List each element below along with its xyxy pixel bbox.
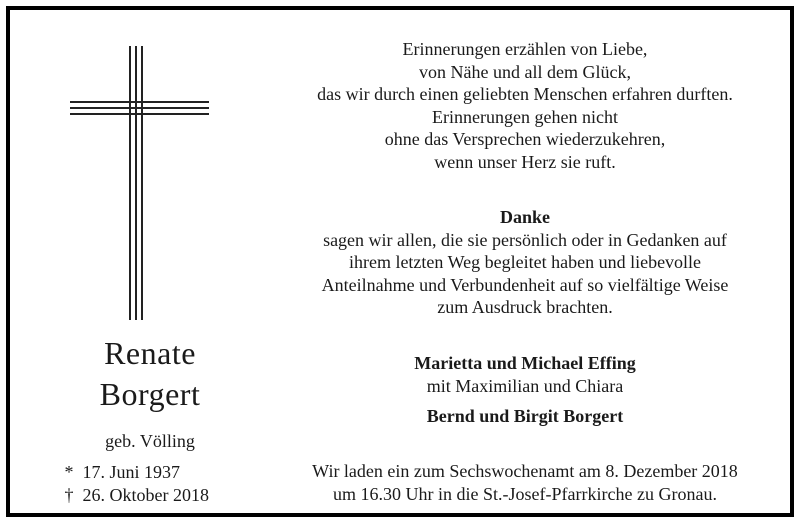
poem: [260, 38, 790, 173]
invitation-line: Wir laden ein zum Sechswochenamt am 8. Dezember 2018: [312, 461, 738, 481]
maiden-name: geb. Völling: [105, 431, 195, 451]
poem-line: wenn unser Herz sie ruft.: [434, 151, 616, 172]
family-signatures: [260, 352, 790, 428]
obituary-card: [6, 6, 794, 517]
birth-date: 17. Juni 1937: [82, 462, 181, 482]
poem-line: das wir durch einen geliebten Menschen erfahren durften.: [317, 84, 733, 104]
birth-symbol: *: [64, 462, 74, 482]
death-symbol: †: [64, 485, 74, 505]
birth-date-line: [60, 461, 180, 483]
deceased-first-name: Renate: [104, 335, 196, 371]
deceased-last-name: Borgert: [99, 376, 201, 412]
thanks-line: ihrem letzten Weg begleitet haben und liebevolle: [348, 252, 702, 272]
poem-line: ohne das Versprechen wiederzukehren,: [384, 129, 666, 149]
family-line-3: Bernd und Birgit Borgert: [426, 406, 624, 426]
death-date: 26. Oktober 2018: [82, 485, 209, 505]
poem-line: von Nähe und all dem Glück,: [419, 61, 631, 82]
thanks-section: [260, 206, 790, 319]
poem-line: Erinnerungen gehen nicht: [432, 106, 618, 127]
thanks-line: sagen wir allen, die sie persönlich oder in Gedanken auf: [323, 229, 727, 250]
thanks-line: Anteilnahme und Verbundenheit auf so vielfältige Weise: [321, 274, 729, 295]
invitation: [260, 460, 790, 505]
thanks-line: zum Ausdruck brachten.: [437, 297, 613, 317]
thanks-heading: Danke: [499, 207, 550, 227]
cross-icon: [66, 40, 216, 330]
family-line-2: mit Maximilian und Chiara: [426, 375, 624, 396]
invitation-line: um 16.30 Uhr in die St.-Josef-Pfarrkirche zu Gronau.: [333, 483, 717, 504]
poem-line: Erinnerungen erzählen von Liebe,: [402, 39, 648, 59]
death-date-line: [60, 484, 209, 506]
family-line-1: Marietta und Michael Effing: [414, 353, 636, 373]
